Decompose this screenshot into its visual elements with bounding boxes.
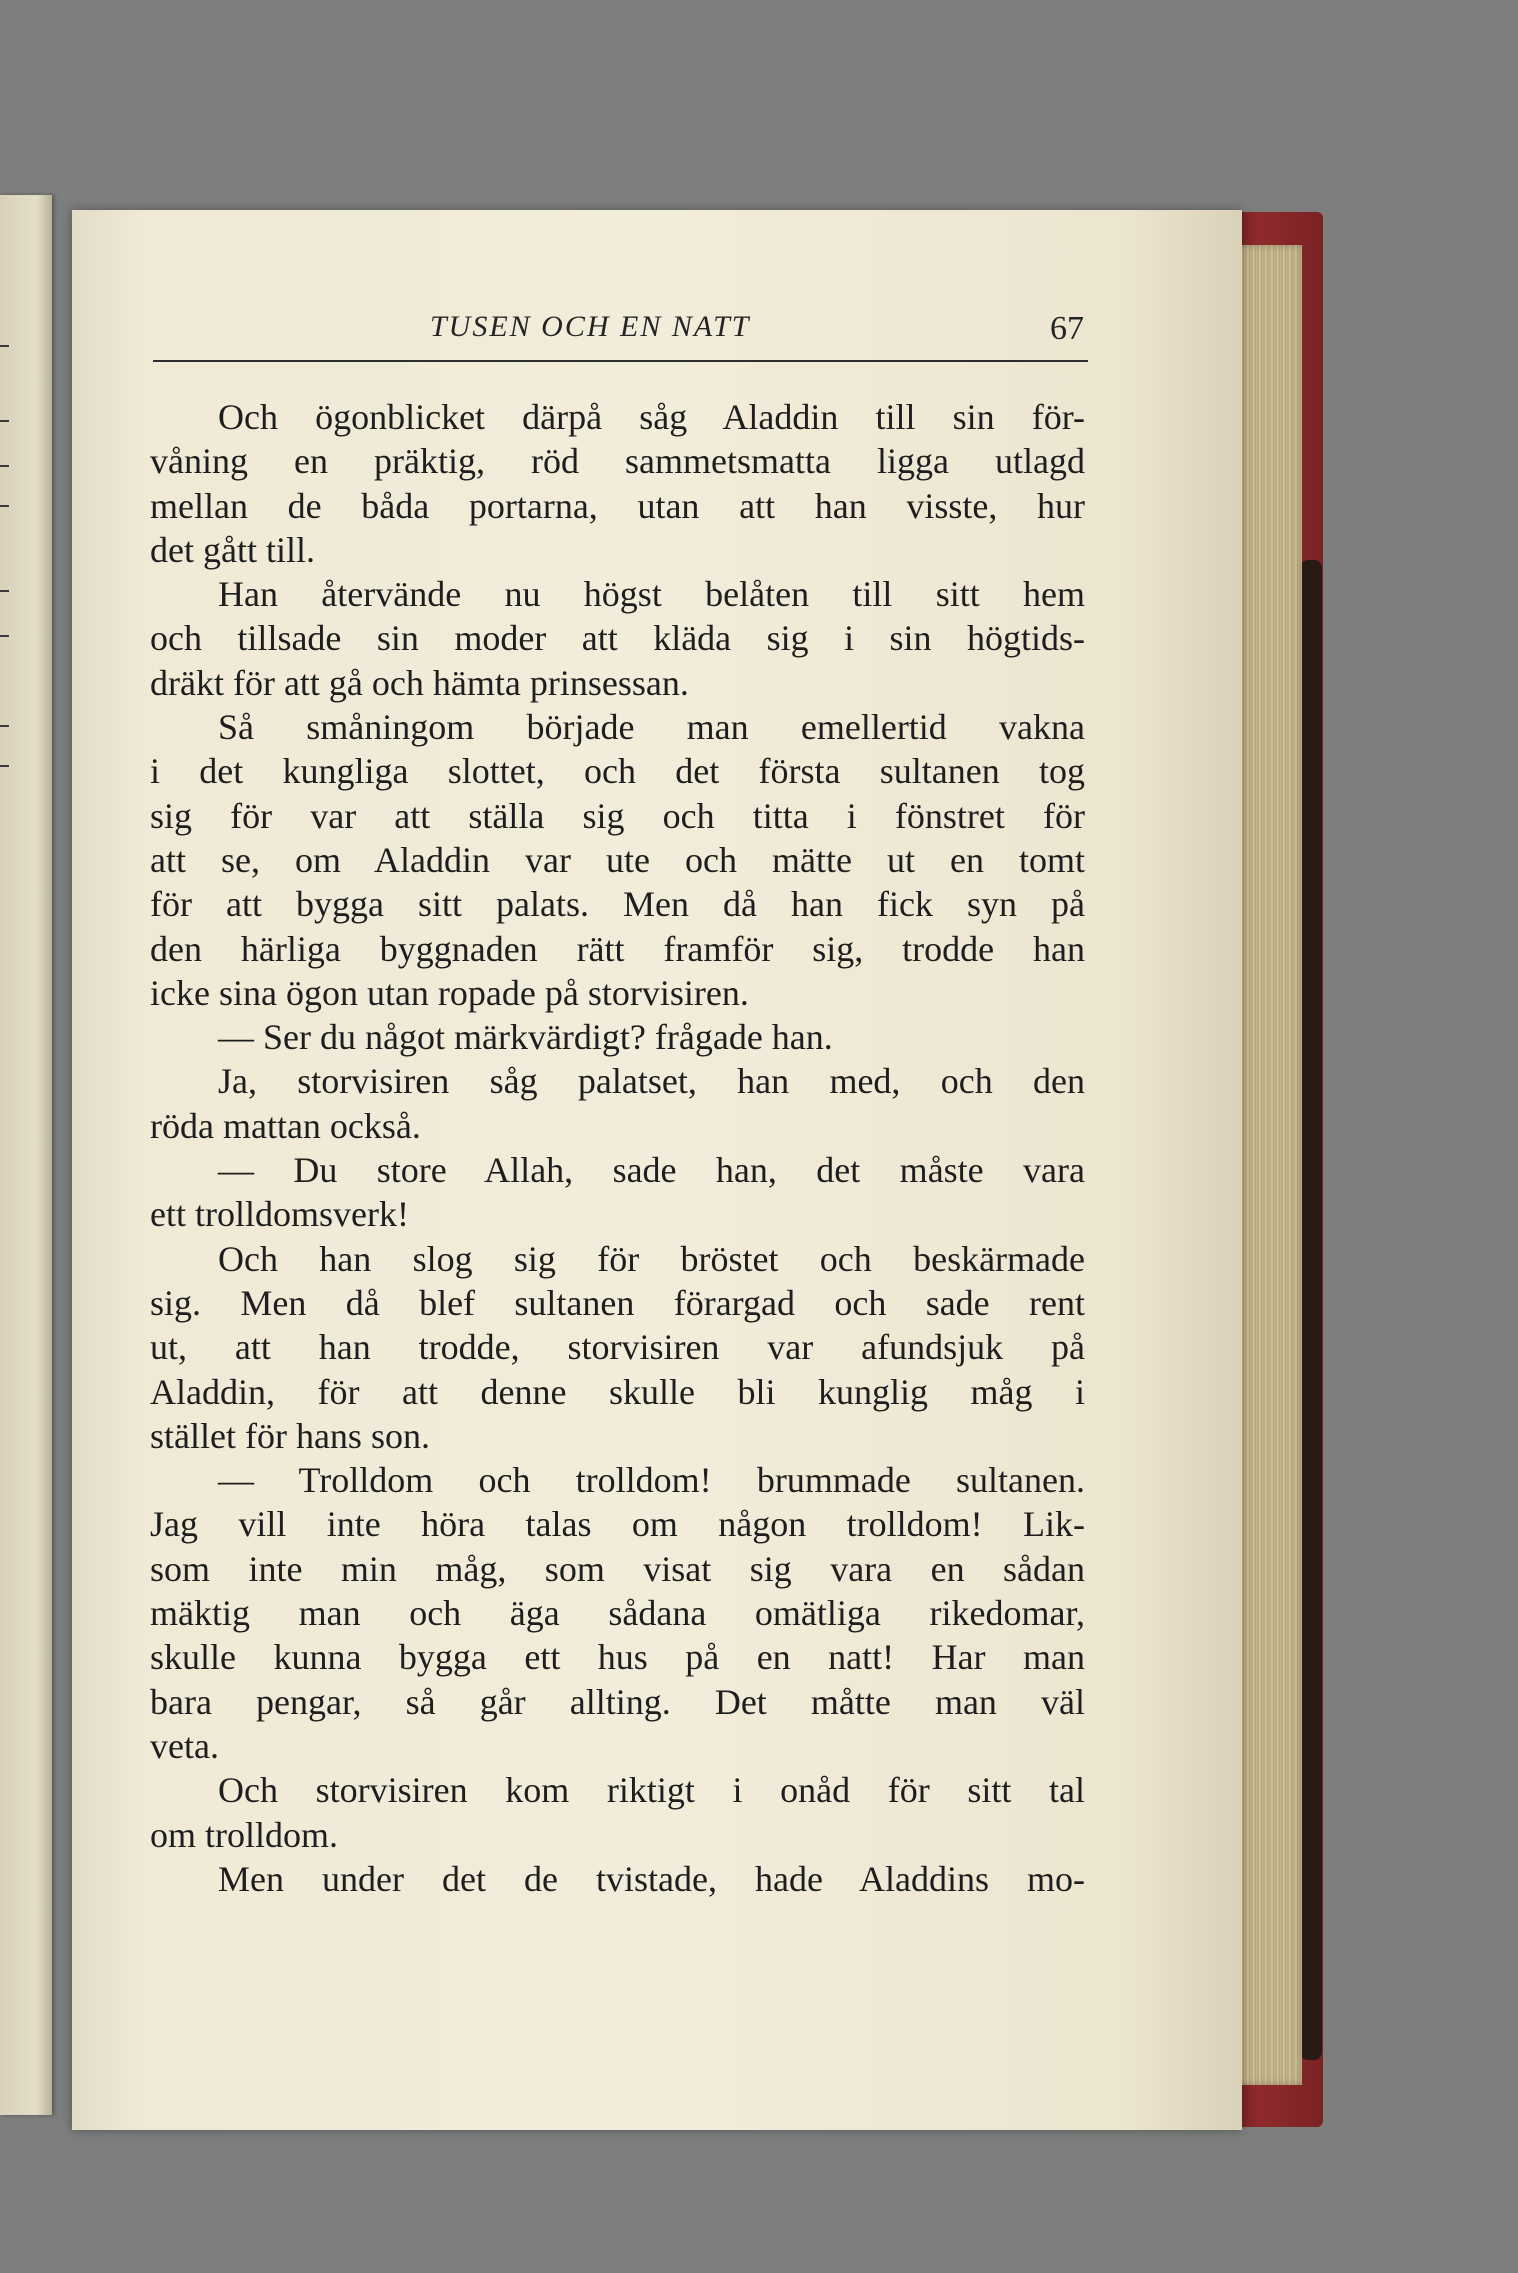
page-number: 67 [1050,310,1084,347]
text-line: sig för var att ställa sig och titta i fönstret för [150,795,1085,836]
text-line: för att bygga sitt palats. Men då han fick syn på [150,884,1085,925]
text-line: våning en präktig, röd sammetsmatta ligga utlagd [150,441,1085,482]
text-line: Ja, storvisiren såg palatset, han med, och den [218,1061,1085,1102]
text-line: Och ögonblicket därpå såg Aladdin till sin för- [218,397,1085,437]
text-line: Aladdin, för att denne skulle bli kunglig måg i [150,1371,1085,1412]
text-line: stället för hans son. [150,1415,430,1456]
cover-spine [1300,560,1322,2060]
body-text [150,395,1085,1901]
text-line: mäktig man och äga sådana omätliga rikedomar, [150,1593,1085,1634]
text-line: om trolldom. [150,1814,338,1855]
text-line: det gått till. [150,529,315,570]
text-line: veta. [150,1725,219,1766]
text-line: Jag vill inte höra talas om någon trolldom! Lik- [150,1504,1085,1545]
text-line: ett trolldomsverk! [150,1194,409,1235]
text-line: Så småningom började man emellertid vakna [218,707,1085,748]
text-line: och tillsade sin moder att kläda sig i sin högtids- [150,618,1085,659]
text-line: som inte min måg, som visat sig vara en sådan [150,1548,1085,1589]
running-title: TUSEN OCH EN NATT [430,310,751,343]
text-line: att se, om Aladdin var ute och mätte ut en tomt [150,839,1085,880]
page-edges [1232,245,1302,2085]
text-line: icke sina ögon utan ropade på storvisiren. [150,972,749,1013]
facing-page-edge [0,195,52,2115]
text-line: skulle kunna bygga ett hus på en natt! Har man [150,1637,1085,1678]
header-rule [153,360,1088,362]
text-line: mellan de båda portarna, utan att han visste, hur [150,485,1085,526]
text-line: röda mattan också. [150,1105,421,1146]
text-line: den härliga byggnaden rätt framför sig, trodde han [150,928,1085,969]
text-line: Han återvände nu högst belåten till sitt hem [218,574,1085,615]
text-line: — Du store Allah, sade han, det måste vara [218,1150,1085,1191]
text-line: i det kungliga slottet, och det första sultanen tog [150,751,1085,792]
text-line: — Trolldom och trolldom! brummade sultanen. [218,1460,1085,1501]
text-line: — Ser du något märkvärdigt? frågade han. [218,1017,833,1058]
text-line: sig. Men då blef sultanen förargad och sade rent [150,1282,1085,1323]
text-line: dräkt för att gå och hämta prinsessan. [150,662,689,703]
text-line: Och storvisiren kom riktigt i onåd för sitt tal [218,1770,1085,1811]
text-line: Men under det de tvistade, hade Aladdins mo- [218,1858,1085,1899]
text-line: Och han slog sig för bröstet och beskärmade [218,1238,1085,1279]
text-line: ut, att han trodde, storvisiren var afundsjuk på [150,1327,1085,1368]
text-line: bara pengar, så går allting. Det måtte man väl [150,1681,1085,1722]
